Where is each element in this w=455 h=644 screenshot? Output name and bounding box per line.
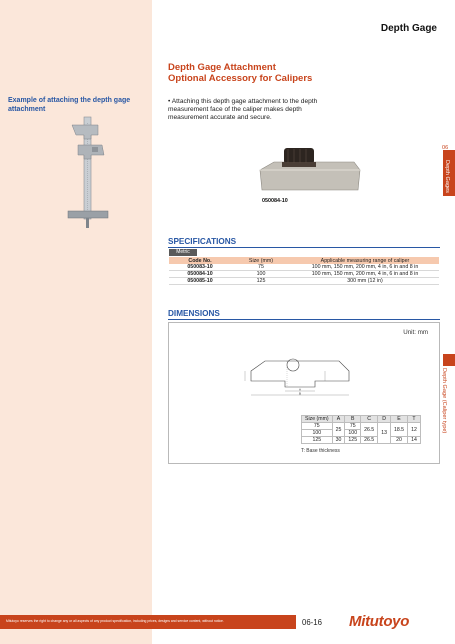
dim-cell: 26.5 [361,437,378,444]
spec-size: 100 [231,271,291,278]
dim-cell: 13 [378,423,391,444]
dim-cell: 20 [390,437,407,444]
dim-header-row [302,416,421,423]
dimensions-panel [168,322,440,464]
spec-code: 050085-10 [169,278,231,285]
dimension-drawing [243,347,363,397]
dim-cell: 75 [345,423,361,430]
dim-col-t: T [408,416,421,423]
dim-col-e: E [390,416,407,423]
spec-size: 125 [231,278,291,285]
page-header-title: Depth Gage [380,23,437,34]
spec-header-row [169,257,439,264]
dim-cell: 100 [302,430,333,437]
specifications-table [169,257,439,285]
dim-cell: 26.5 [361,423,378,437]
table-row [302,423,421,430]
spec-range: 100 mm, 150 mm, 200 mm, 4 in, 6 in and 8 in [291,264,439,271]
footer-disclaimer: Mitutoyo reserves the right to change any or all aspects of any product specification, including prices, designs and service content, without notice. [6,619,224,623]
dimensions-rule [168,319,440,320]
caliper-illustration [58,115,118,233]
dim-cell: 125 [345,437,361,444]
dim-col-c: C [361,416,378,423]
side-tab-caliper-type: Depth Gage (Caliper type) [441,368,447,434]
spec-range: 300 mm (12 in) [291,278,439,285]
spec-range: 100 mm, 150 mm, 200 mm, 4 in, 6 in and 8 in [291,271,439,278]
dim-label-b: B [298,391,302,396]
dim-cell: 18.5 [390,423,407,437]
dimensions-heading: DIMENSIONS [168,309,220,318]
spec-col-size: Size (mm) [231,257,291,264]
depth-gage-photo [254,140,364,198]
mitutoyo-logo: Mitutoyo [349,613,410,630]
metric-tag: Metric [169,249,197,256]
dim-cell: 25 [332,423,345,437]
spec-code: 050083-10 [169,264,231,271]
side-tab-depth-gages: Depth Gages [444,160,450,193]
dim-cell: 30 [332,437,345,444]
dim-cell: 14 [408,437,421,444]
dim-cell: 12 [408,423,421,437]
specifications-rule [168,247,440,248]
side-tab-marker-2 [443,354,455,366]
dim-col-b: B [345,416,361,423]
dim-label-a: A [298,387,302,392]
dim-col-size: Size (mm) [302,416,333,423]
dim-cell: 100 [345,430,361,437]
dim-col-a: A [332,416,345,423]
product-title-line-1: Depth Gage Attachment [168,62,276,73]
product-title [168,62,312,84]
spec-col-code: Code No. [169,257,231,264]
photo-caption: 050084-10 [262,198,288,204]
spec-code: 050084-10 [169,271,231,278]
unit-label: Unit: mm [403,329,428,336]
example-label: Example of attaching the depth gage attachment [8,97,131,113]
dim-cell: 125 [302,437,333,444]
table-row [169,271,439,278]
chapter-number: 06 [442,145,449,151]
dimensions-table [301,415,421,444]
table-row [302,437,421,444]
feature-bullet: • Attaching this depth gage attachment to the depth measurement face of the caliper makes depth measurement accurate and secure. [168,98,318,122]
table-row [169,278,439,285]
spec-size: 75 [231,264,291,271]
product-title-line-2: Optional Accessory for Calipers [168,73,313,84]
dim-col-d: D [378,416,391,423]
dim-cell: 75 [302,423,333,430]
spec-col-range: Applicable measuring range of caliper [291,257,439,264]
page-number: 06-16 [302,618,322,627]
base-thickness-note: T: Base thickness [301,448,340,454]
specifications-heading: SPECIFICATIONS [168,237,237,246]
